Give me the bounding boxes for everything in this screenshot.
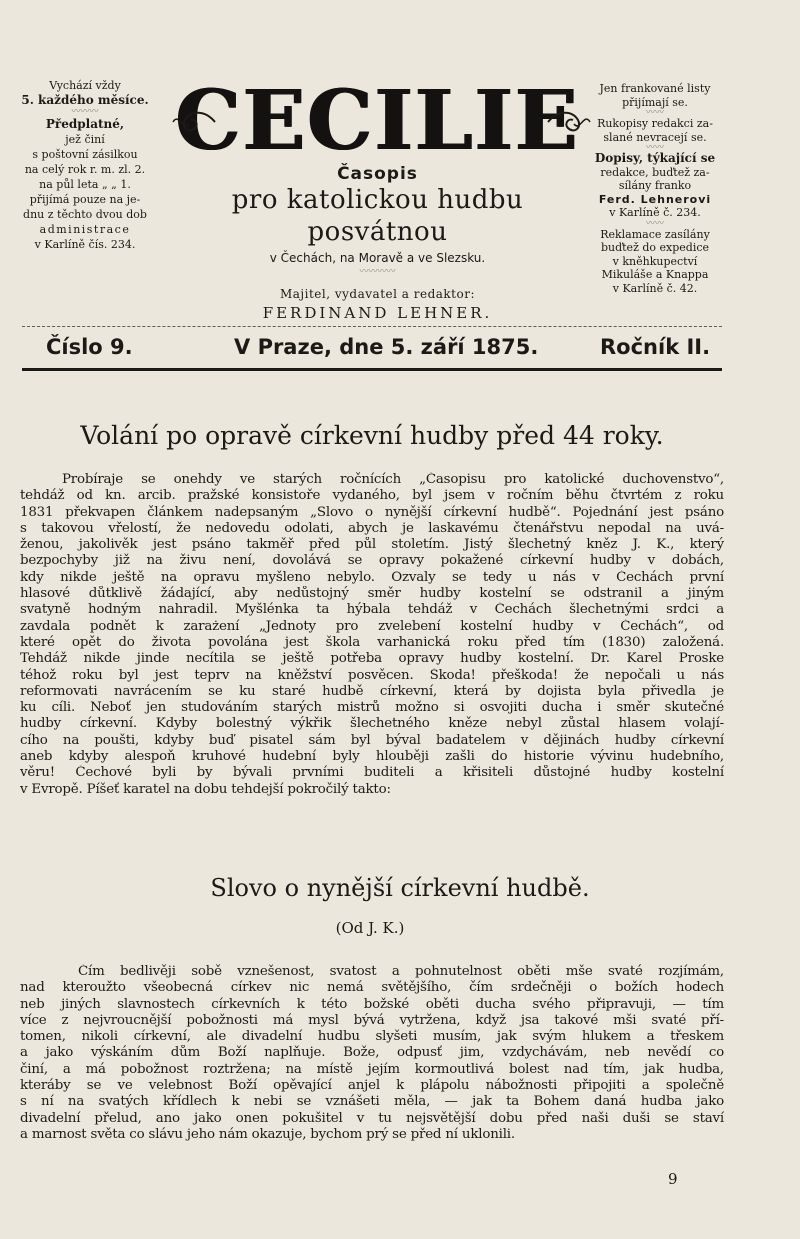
editor-name: FERDINAND LEHNER. — [262, 304, 493, 322]
text-line: ku cíli. Neboť jen studováním starých mistrů možno si osvojiti ducha i směr skutečné — [20, 700, 724, 716]
text-line: Probíraje se onehdy ve starých ročnících „Časopisu pro katolické duchovenstvo“, — [62, 472, 724, 487]
subscription-price-year: na celý rok r. m. zl. 2. — [24, 163, 146, 176]
ornament-divider: 〰〰 — [645, 143, 664, 153]
masthead-tagline: pro katolickou hudbu posvátnou — [231, 185, 524, 247]
masthead-subtitle: Časopis — [337, 164, 418, 184]
header-divider-thin — [22, 326, 722, 327]
text-line: a jako výskáním dům Boží naplňuje. Bože, odpusť jim, vzdychávám, neb nevědí co — [20, 1045, 724, 1061]
masthead-left-info — [10, 78, 160, 252]
text-line: tehdáž od kn. arcib. pražské konsistoře vydaného, byl jsem v ročním běhu čtvrtém z roku — [20, 488, 724, 504]
subscription-line: dnu z těchto dvou dob — [23, 208, 147, 221]
text-line: aneb kdyby alespoň kruhové hudební byly hlouběji zašli do historie vývinu hudebního, — [20, 749, 724, 765]
text-line: cího na poušti, kdyby buď pisatel sám byl býval badatelem v dějinách hudby církevní — [20, 732, 724, 748]
issue-number: Číslo 9. — [46, 335, 133, 359]
text-line: neb jiných slavnostech církevních k této božské oběti ducha svého připravuji, — tím — [20, 996, 724, 1012]
text-line: tomen, nikoli církevní, ale divadelní hudbu slyšeti musím, jak svým hlukem a třeskem — [20, 1029, 724, 1045]
right-info-line: v Karlíně č. 234. — [609, 206, 701, 219]
masthead-region: v Čechách, na Moravě a ve Slezsku. — [269, 251, 486, 265]
text-line: činí, a má pobožnost roztržena; na místě jejím kormoutlivá bolest nad tím, jak hudba, — [20, 1061, 724, 1077]
text-line: které opět do života povolána jest škola varhanická roku před tím (1830) založená. — [20, 634, 724, 650]
text-line: s takovou vřelostí, že nedovedu odolati, abych je laskavému čtenářstvu nepodal na uvá- — [20, 520, 724, 536]
subscription-heading: Předplatné, — [45, 117, 125, 131]
right-info-line: přijímají se. — [622, 95, 688, 109]
right-info-line: sílány franko — [618, 179, 692, 192]
subscription-line: přijímá pouze na je- — [29, 193, 141, 206]
text-line: zavdala podnět k zarażení „Jednoty pro zvelebení kostelní hudby v Čechách“, od — [20, 618, 724, 634]
text-line: Tehdáž nikde jinde necítila se ještě potřeba opravy hudby kostelní. Dr. Karel Proske — [20, 651, 724, 667]
masthead-title: CECILIE — [175, 73, 580, 169]
issue-volume: Ročník II. — [600, 335, 711, 359]
ornament-divider: 〰〰 — [645, 108, 664, 118]
text-line: Čím bedlivěji sobě vznešenost, svatost a pohnutelnost oběti mše svaté rozjímám, — [78, 964, 724, 979]
subscription-price-half: na půl leta „ „ 1. — [39, 178, 131, 191]
subscription-line: s poštovní zásilkou — [32, 148, 138, 161]
right-info-line: Jen frankované listy — [599, 82, 711, 95]
publication-frequency: Vychází vždy — [49, 79, 121, 92]
text-line: téhož roku byl jest teprv na kněžství posvěcen. Škoda! přeškoda! že nepočali u nás — [20, 667, 724, 683]
editor-address-name: Ferd. Lehnerovi — [598, 192, 712, 206]
text-line: nad kteroužto všeobecná církev nic nemá světějšího, čím srdečněji o božích hodech — [20, 980, 724, 996]
text-line: reformovati navrácením se ku staré hudbě církevní, která by dojista byla přivedla je — [20, 683, 724, 699]
issue-place-date: V Praze, dne 5. září 1875. — [234, 335, 539, 359]
text-line: kteráby se ve velebnost Boží opěvající anjel k plápolu nábožnosti připojiti a společně — [20, 1078, 724, 1094]
administration-label: administrace — [39, 223, 131, 236]
text-line: kdy nikde ještě na opravu myšleno nebylo. Ozvaly se tedy u nás v Čechách první — [20, 569, 724, 585]
page-number: 9 — [668, 1170, 678, 1188]
text-line: ženou, jakolivěk jest psáno takměř před půl stoletím. Jistý šlechetný kněz J. K., který — [20, 537, 724, 553]
text-line: bezpochyby již na živu není, dovolává se opravy pokažené církevní hudby v dobách, — [20, 553, 724, 569]
publication-day: 5. každého měsíce. — [21, 93, 149, 107]
right-info-line: v Karlíně č. 42. — [612, 281, 698, 295]
text-line: v Evropě. Píšeť karatel na dobu tehdejší pokročilý takto: — [20, 781, 391, 797]
text-line: svatyně hodným nahradil. Myšlénka ta hýbala tehdáž v Čechách šlechetnými srdci a — [20, 602, 724, 618]
subscription-line: jež činí — [65, 133, 105, 146]
quote-paragraph — [20, 964, 724, 1143]
text-line: a marnost světa co slávu jeho nám okazuje, bychom prý se před ní uklonili. — [20, 1126, 515, 1142]
ornament-divider: 〰〰 — [645, 218, 664, 229]
right-info-line: buďtež do expedice — [600, 241, 710, 254]
right-info-line: Rukopisy redakci za- — [597, 117, 713, 130]
article-title: Volání po opravě církevní hudby před 44 roky. — [80, 421, 664, 450]
text-line: hudby církevní. Kdyby bolestný výkřik šlechetného kněze nebyl zůstal hlasem volají- — [20, 716, 724, 732]
owner-label: Majitel, vydavatel a redaktor: — [279, 287, 476, 301]
right-info-line: v kněhkupectví — [612, 254, 698, 268]
masthead-right-info — [580, 82, 730, 295]
right-info-line: Reklamace zasílány — [600, 227, 710, 241]
ornament-divider: 〰〰〰 — [71, 107, 99, 117]
right-info-line: slané nevracejí se. — [603, 130, 707, 144]
masthead-center — [165, 73, 590, 324]
administration-address: v Karlíně čís. 234. — [34, 238, 136, 251]
text-line: s ní na svatých křídlech k nebi se vznášeti měla, — jak ta Bohem daná hudba jako — [20, 1094, 724, 1110]
scroll-ornament-left — [169, 102, 219, 142]
text-line: více z nejvroucnější pobožnosti má mysl bývá vytržena, když jsa takové mši svaté pří- — [20, 1012, 724, 1028]
text-line: hlasové důtklivě žádající, aby nedůstojný směr hudby kostelní se odstranil a jiným — [20, 586, 724, 602]
right-info-line: redakce, buďtež za- — [600, 165, 710, 179]
right-info-line: Mikuláše a Knappa — [601, 268, 709, 281]
text-line: 1831 překvapen článkem nadepsaným „Slovo o nynější církevní hudbě“. Pojednání jest psáno — [20, 504, 724, 520]
right-info-line: Dopisy, týkající se — [594, 151, 716, 165]
issue-info-bar — [22, 331, 722, 363]
text-line: věru! Čechové byli by bývali prvními buditeli a křisiteli důstojné hudby kostelní — [20, 765, 724, 781]
quote-byline: (Od J. K.) — [335, 919, 405, 937]
header-divider-thick — [22, 368, 722, 371]
ornament-divider: 〰〰〰〰 — [359, 267, 396, 277]
quote-title: Slovo o nynější církevní hudbě. — [210, 874, 590, 902]
text-line: divadelní přelud, ano jako onen pokušitel v tu nejsvětější dobu před naši duši se staví — [20, 1110, 724, 1126]
article-paragraph — [20, 472, 724, 798]
